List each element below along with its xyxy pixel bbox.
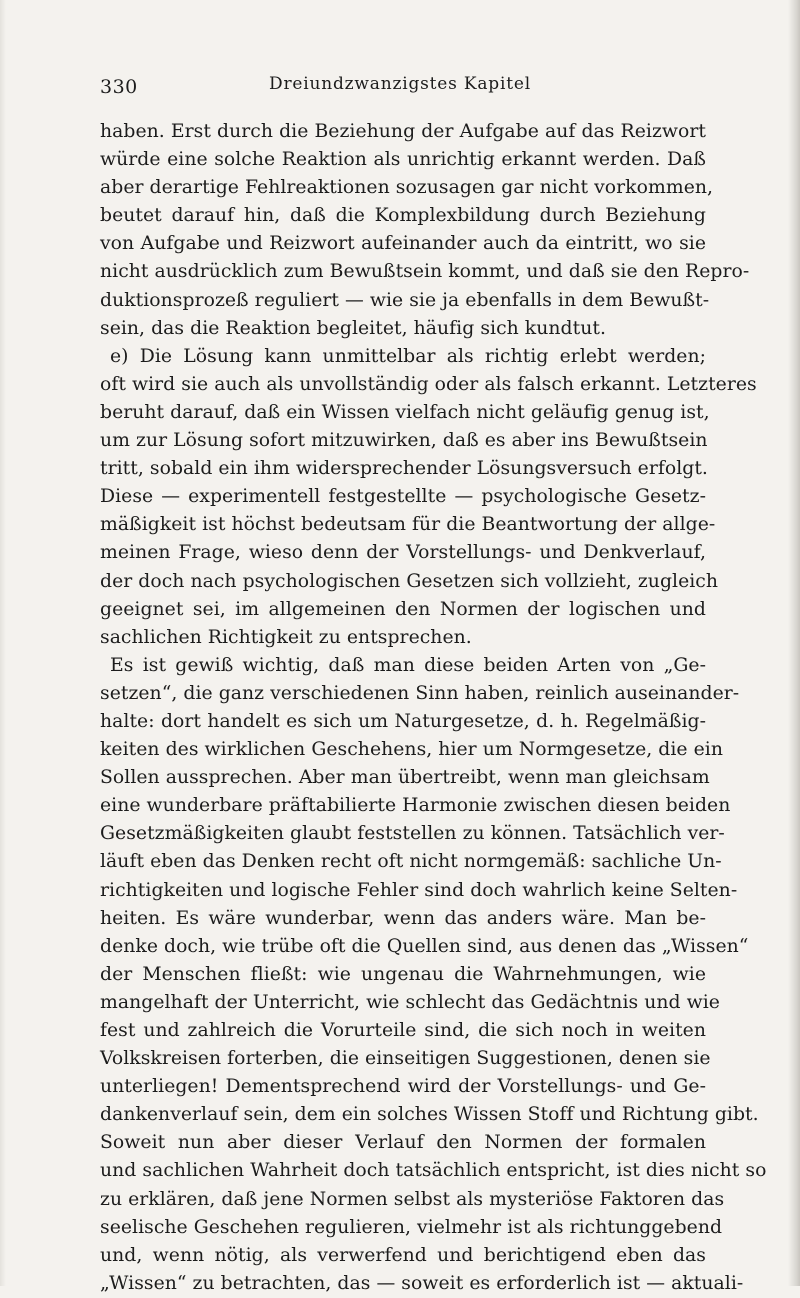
text-line: tritt, sobald ein ihm widersprechender Lösungsversuch erfolgt. bbox=[100, 458, 708, 480]
text-line: „Wissen“ zu betrachten, das — soweit es erforderlich ist — aktuali- bbox=[100, 1272, 744, 1294]
running-head: Dreiundzwanzigstes Kapitel bbox=[269, 74, 531, 94]
page-number: 330 bbox=[100, 76, 138, 98]
page-header bbox=[100, 70, 700, 104]
text-line: von Aufgabe und Reizwort aufeinander auch da eintritt, wo sie bbox=[100, 233, 706, 255]
text-line: beruht darauf, daß ein Wissen vielfach nicht geläufig genug ist, bbox=[100, 401, 710, 423]
text-line: Gesetzmäßigkeiten glaubt feststellen zu können. Tatsächlich ver- bbox=[100, 823, 725, 845]
text-line: oft wird sie auch als unvollständig oder als falsch erkannt. Letzteres bbox=[100, 373, 757, 395]
text-line: beutet darauf hin, daß die Komplexbildung durch Beziehung bbox=[100, 205, 706, 227]
text-line: duktionsprozeß reguliert — wie sie ja ebenfalls in dem Bewußt- bbox=[100, 289, 710, 311]
text-line: Volkskreisen forterben, die einseitigen Suggestionen, denen sie bbox=[100, 1048, 711, 1070]
page-left-shadow bbox=[0, 0, 6, 1286]
text-line: richtigkeiten und logische Fehler sind doch wahrlich keine Selten- bbox=[100, 879, 738, 901]
text-line: Soweit nun aber dieser Verlauf den Normen der formalen bbox=[100, 1132, 706, 1154]
text-line: heiten. Es wäre wunderbar, wenn das anders wäre. Man be- bbox=[100, 907, 706, 929]
text-line: mangelhaft der Unterricht, wie schlecht das Gedächtnis und wie bbox=[100, 991, 720, 1013]
text-line: meinen Frage, wieso denn der Vorstellungs- und Denkverlauf, bbox=[100, 542, 706, 564]
text-line: setzen“, die ganz verschiedenen Sinn haben, reinlich auseinander- bbox=[100, 682, 740, 704]
text-line: halte: dort handelt es sich um Naturgesetze, d. h. Regelmäßig- bbox=[100, 710, 706, 732]
text-line: würde eine solche Reaktion als unrichtig erkannt werden. Daß bbox=[100, 149, 706, 171]
text-line: um zur Lösung sofort mitzuwirken, daß es aber ins Bewußtsein bbox=[100, 430, 708, 452]
text-line: zu erklären, daß jene Normen selbst als mysteriöse Faktoren das bbox=[100, 1188, 725, 1210]
text-line: e) Die Lösung kann unmittelbar als richtig erlebt werden; bbox=[110, 345, 706, 367]
body-text bbox=[100, 118, 767, 1298]
text-line: keiten des wirklichen Geschehens, hier um Normgesetze, die ein bbox=[100, 739, 723, 761]
text-line: fest und zahlreich die Vorurteile sind, die sich noch in weiten bbox=[100, 1020, 706, 1041]
text-line: unterliegen! Dementsprechend wird der Vorstellungs- und Ge- bbox=[100, 1076, 706, 1098]
text-line: Diese — experimentell festgestellte — psychologische Gesetz- bbox=[100, 486, 706, 508]
text-line: nicht ausdrücklich zum Bewußtsein kommt, und daß sie den Repro- bbox=[100, 261, 750, 283]
text-line: geeignet sei, im allgemeinen den Normen der logischen und bbox=[100, 598, 706, 620]
text-line: sachlichen Richtigkeit zu entsprechen. bbox=[100, 626, 472, 648]
text-line: der Menschen fließt: wie ungenau die Wahrnehmungen, wie bbox=[100, 963, 706, 985]
text-line: eine wunderbare präftabilierte Harmonie zwischen diesen beiden bbox=[100, 795, 731, 817]
text-line: läuft eben das Denken recht oft nicht normgemäß: sachliche Un- bbox=[100, 851, 722, 873]
text-line: sein, das die Reaktion begleitet, häufig sich kundtut. bbox=[100, 317, 606, 339]
text-line: haben. Erst durch die Beziehung der Aufgabe auf das Reizwort bbox=[100, 121, 706, 142]
text-line: seelische Geschehen regulieren, vielmehr ist als richtunggebend bbox=[100, 1216, 723, 1238]
text-line: denke doch, wie trübe oft die Quellen sind, aus denen das „Wissen“ bbox=[100, 935, 749, 957]
text-line: dankenverlauf sein, dem ein solches Wissen Stoff und Richtung gibt. bbox=[100, 1104, 759, 1126]
text-line: und, wenn nötig, als verwerfend und berichtigend eben das bbox=[100, 1244, 706, 1266]
text-line: der doch nach psychologischen Gesetzen sich vollzieht, zugleich bbox=[100, 570, 719, 592]
text-line: Sollen aussprechen. Aber man übertreibt, wenn man gleichsam bbox=[100, 767, 710, 789]
text-line: mäßigkeit ist höchst bedeutsam für die Beantwortung der allge- bbox=[100, 514, 716, 536]
page-right-edge-shadow bbox=[788, 0, 800, 1286]
text-line: Es ist gewiß wichtig, daß man diese beiden Arten von „Ge- bbox=[110, 654, 706, 676]
text-line: aber derartige Fehlreaktionen sozusagen gar nicht vorkommen, bbox=[100, 177, 714, 199]
text-line: und sachlichen Wahrheit doch tatsächlich entspricht, ist dies nicht so bbox=[100, 1160, 767, 1182]
